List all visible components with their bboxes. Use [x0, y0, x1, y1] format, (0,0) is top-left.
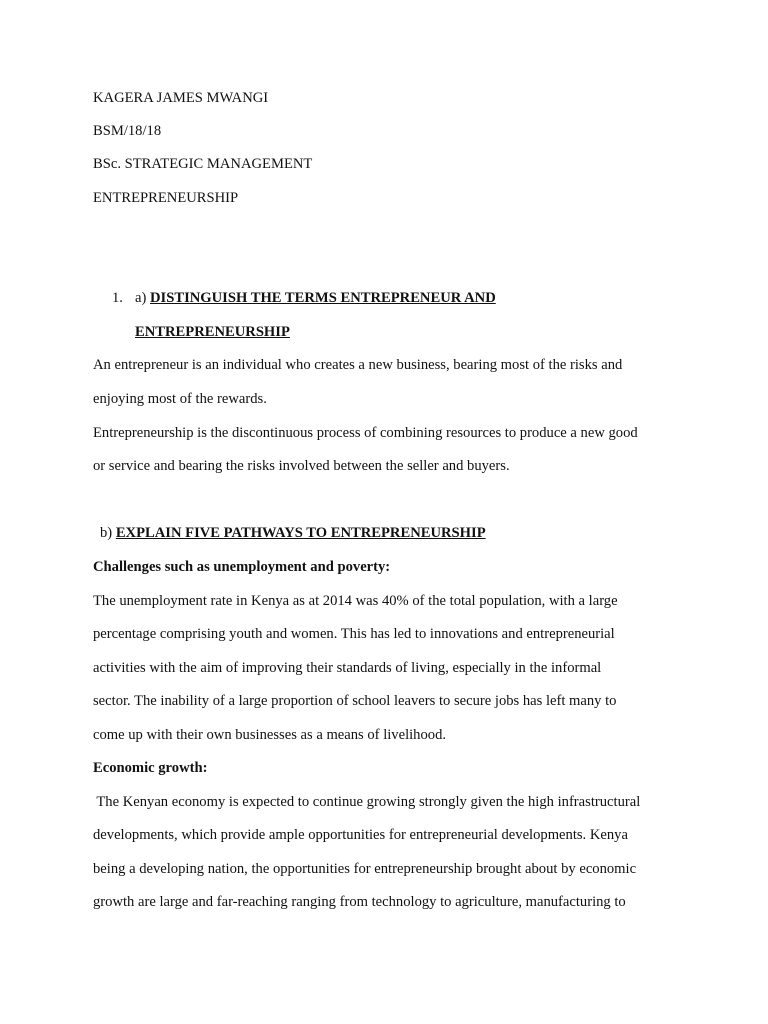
part-b-label: b) — [100, 525, 113, 541]
paragraph-line: activities with the aim of improving their standards of living, especially in the informal — [93, 660, 602, 676]
paragraph-line: being a developing nation, the opportunities for entrepreneurship brought about by economic — [93, 861, 637, 877]
part-b-heading-text: EXPLAIN FIVE PATHWAYS TO ENTREPRENEURSHIP — [115, 525, 486, 541]
registration-number: BSM/18/18 — [93, 123, 162, 139]
part-a-heading-text: DISTINGUISH THE TERMS ENTREPRENEUR AND — [150, 290, 496, 306]
paragraph-line: developments, which provide ample opportunities for entrepreneurial developments. Kenya — [93, 827, 628, 843]
paragraph-line: growth are large and far-reaching ranging from technology to agriculture, manufacturing to — [93, 894, 626, 910]
unit-name: ENTREPRENEURSHIP — [93, 190, 239, 206]
paragraph-line: The unemployment rate in Kenya as at 2014 was 40% of the total population, with a large — [93, 593, 618, 609]
paragraph-line: sector. The inability of a large proportion of school leavers to secure jobs has left many to — [93, 693, 617, 709]
programme-name: BSc. STRATEGIC MANAGEMENT — [93, 156, 313, 172]
paragraph-line: or service and bearing the risks involved between the seller and buyers. — [93, 458, 510, 474]
subheading-unemployment: Challenges such as unemployment and poverty: — [93, 559, 391, 575]
paragraph-line: enjoying most of the rewards. — [93, 391, 267, 407]
part-a-label: a) — [135, 290, 147, 306]
paragraph-line: The Kenyan economy is expected to continue growing strongly given the high infrastructural — [93, 794, 641, 810]
part-b-heading — [100, 524, 486, 542]
paragraph-line: Entrepreneurship is the discontinuous process of combining resources to produce a new good — [93, 425, 638, 441]
author-name: KAGERA JAMES MWANGI — [93, 90, 269, 106]
question-number: 1. — [112, 290, 123, 306]
subheading-economic-growth: Economic growth: — [93, 760, 208, 776]
paragraph-line: come up with their own businesses as a means of livelihood. — [93, 727, 447, 743]
part-a-heading-line2: ENTREPRENEURSHIP — [135, 324, 290, 340]
part-a-heading-line1 — [135, 289, 496, 307]
paragraph-line: percentage comprising youth and women. This has led to innovations and entrepreneurial — [93, 626, 615, 642]
paragraph-line: An entrepreneur is an individual who creates a new business, bearing most of the risks and — [93, 357, 623, 373]
